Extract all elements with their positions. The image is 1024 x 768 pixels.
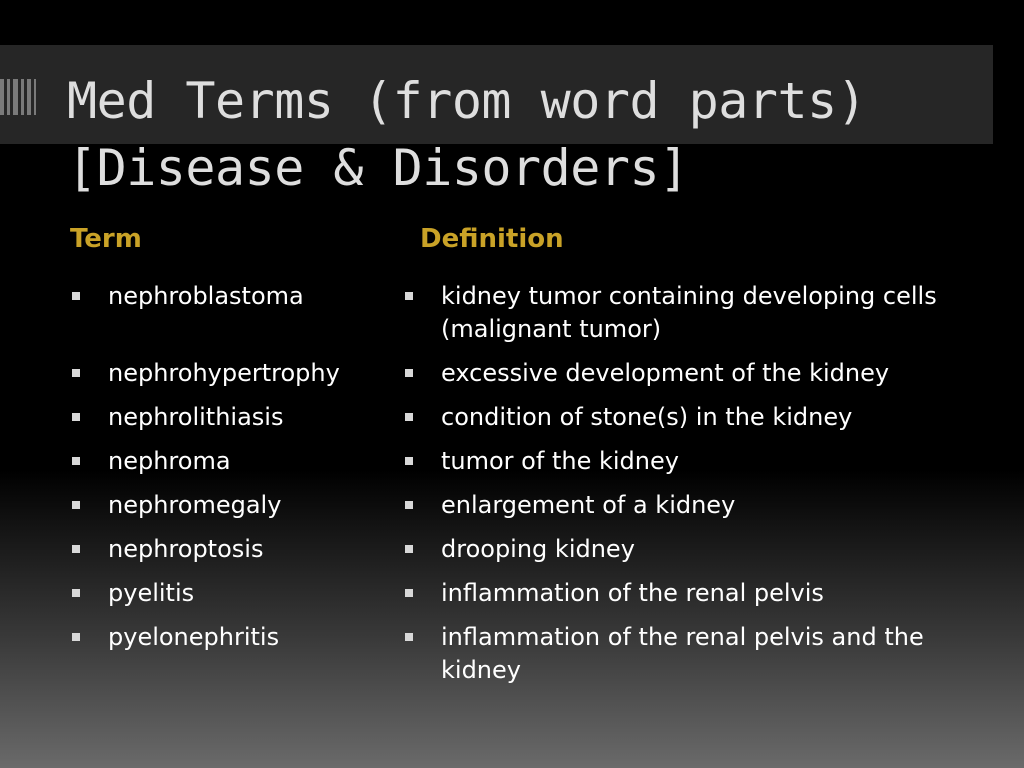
definition-text: inflammation of the renal pelvis bbox=[441, 579, 824, 607]
square-bullet-icon bbox=[72, 589, 80, 597]
square-bullet-icon bbox=[405, 501, 413, 509]
definition-text: excessive development of the kidney bbox=[441, 359, 890, 387]
slide-title-line1: Med Terms (from word parts) bbox=[67, 72, 867, 130]
slide-title-line2: [Disease & Disorders] bbox=[67, 139, 689, 197]
term-text: pyelitis bbox=[108, 579, 195, 607]
list-item bbox=[403, 621, 993, 687]
square-bullet-icon bbox=[405, 457, 413, 465]
square-bullet-icon bbox=[72, 545, 80, 553]
square-bullet-icon bbox=[405, 633, 413, 641]
term-text: nephrohypertrophy bbox=[108, 359, 340, 387]
list-item bbox=[403, 533, 993, 566]
definition-column-header: Definition bbox=[420, 224, 564, 254]
list-item bbox=[403, 401, 993, 434]
list-item bbox=[70, 577, 400, 610]
definition-text: enlargement of a kidney bbox=[441, 491, 736, 519]
square-bullet-icon bbox=[72, 457, 80, 465]
term-text: nephrolithiasis bbox=[108, 403, 284, 431]
list-item bbox=[70, 621, 400, 654]
decorative-stripes-icon bbox=[0, 79, 36, 115]
square-bullet-icon bbox=[405, 292, 413, 300]
square-bullet-icon bbox=[72, 413, 80, 421]
list-item bbox=[403, 489, 993, 522]
term-list bbox=[70, 280, 400, 665]
list-item bbox=[403, 445, 993, 478]
term-text: nephroptosis bbox=[108, 535, 264, 563]
square-bullet-icon bbox=[72, 633, 80, 641]
slide-title bbox=[67, 68, 866, 202]
list-item bbox=[70, 357, 400, 390]
term-column-header: Term bbox=[70, 224, 142, 254]
square-bullet-icon bbox=[72, 501, 80, 509]
definition-text: tumor of the kidney bbox=[441, 447, 679, 475]
list-item bbox=[70, 445, 400, 478]
list-item bbox=[70, 533, 400, 566]
square-bullet-icon bbox=[405, 369, 413, 377]
list-item bbox=[70, 489, 400, 522]
square-bullet-icon bbox=[405, 589, 413, 597]
term-text: pyelonephritis bbox=[108, 623, 280, 651]
definition-text: kidney tumor containing developing cells (malignant tumor) bbox=[441, 282, 937, 343]
term-text: nephroma bbox=[108, 447, 231, 475]
list-item bbox=[403, 577, 993, 610]
term-text: nephroblastoma bbox=[108, 282, 304, 310]
list-item bbox=[403, 357, 993, 390]
square-bullet-icon bbox=[72, 292, 80, 300]
square-bullet-icon bbox=[405, 545, 413, 553]
definition-text: drooping kidney bbox=[441, 535, 635, 563]
square-bullet-icon bbox=[72, 369, 80, 377]
term-text: nephromegaly bbox=[108, 491, 282, 519]
list-item bbox=[70, 401, 400, 434]
definition-list bbox=[403, 280, 993, 698]
list-item bbox=[403, 280, 993, 346]
definition-text: condition of stone(s) in the kidney bbox=[441, 403, 853, 431]
definition-text: inflammation of the renal pelvis and the kidney bbox=[441, 623, 924, 684]
list-item bbox=[70, 280, 400, 346]
square-bullet-icon bbox=[405, 413, 413, 421]
